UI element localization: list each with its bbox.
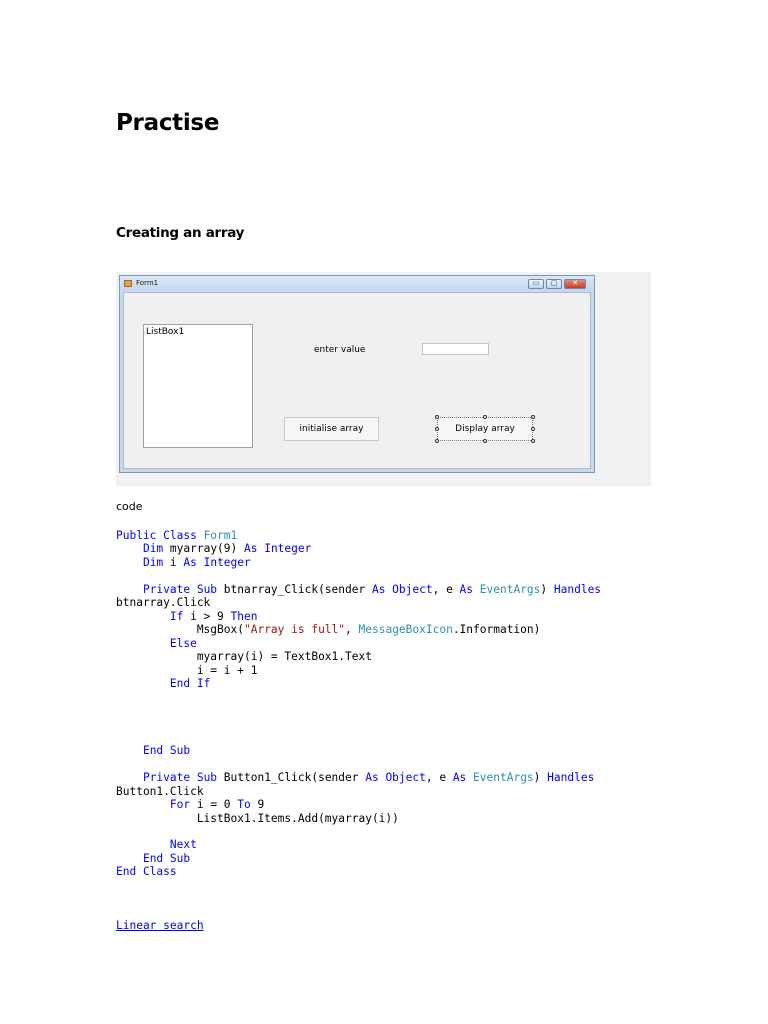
code-token: End Sub bbox=[142, 851, 191, 865]
code-token: As Object bbox=[365, 771, 426, 785]
code-token: i > 9 bbox=[183, 609, 231, 623]
selection-handle[interactable] bbox=[531, 427, 535, 431]
code-token: myarray(9) bbox=[163, 542, 244, 556]
code-token: End Sub bbox=[142, 744, 191, 758]
code-token: , e bbox=[425, 771, 453, 785]
code-token: ) bbox=[540, 582, 554, 596]
linear-search-link[interactable]: Linear search bbox=[116, 919, 204, 932]
code-token: btnarray_Click(sender bbox=[217, 582, 372, 596]
code-token: i bbox=[163, 555, 184, 569]
code-token: To bbox=[237, 798, 251, 812]
code-token: .Information) bbox=[452, 623, 541, 637]
code-token: Else bbox=[169, 636, 197, 650]
code-line bbox=[116, 865, 177, 878]
code-line bbox=[116, 650, 372, 663]
code-token bbox=[116, 852, 143, 865]
code-line bbox=[116, 529, 237, 542]
code-token: , e bbox=[432, 582, 460, 596]
code-token: ) bbox=[533, 771, 548, 785]
form-app-icon bbox=[124, 280, 132, 287]
code-line bbox=[116, 798, 264, 811]
code-token: ListBox1.Items.Add(myarray(i)) bbox=[116, 811, 399, 825]
form-client-area bbox=[123, 292, 591, 469]
code-block bbox=[116, 529, 601, 879]
code-token: If bbox=[169, 609, 184, 623]
code-token bbox=[116, 610, 170, 623]
code-token: End Class bbox=[116, 865, 177, 879]
code-line bbox=[116, 664, 257, 677]
code-token bbox=[116, 771, 143, 784]
code-line bbox=[116, 852, 190, 865]
code-token bbox=[116, 583, 143, 596]
minimize-icon[interactable]: ▭ bbox=[528, 279, 544, 289]
selection-handle[interactable] bbox=[531, 415, 535, 419]
code-token: Private Sub bbox=[142, 582, 218, 596]
code-token: EventArgs bbox=[473, 771, 534, 785]
maximize-icon[interactable]: ▢ bbox=[546, 279, 562, 289]
form-designer-screenshot bbox=[116, 272, 651, 486]
code-token: MessageBoxIcon bbox=[358, 623, 453, 637]
code-token: Handles bbox=[553, 582, 602, 596]
code-token: Button1.Click bbox=[116, 784, 204, 798]
code-token: Public Class bbox=[116, 529, 204, 542]
code-line bbox=[116, 677, 210, 690]
page-title: Practise bbox=[116, 110, 220, 136]
code-line bbox=[116, 838, 197, 851]
window-title: Form1 bbox=[136, 279, 159, 287]
code-token bbox=[116, 542, 143, 555]
code-token: Dim bbox=[142, 542, 164, 556]
selection-handle[interactable] bbox=[435, 439, 439, 443]
code-token: Handles bbox=[547, 771, 595, 785]
code-token: Private Sub bbox=[142, 771, 218, 785]
code-token: Dim bbox=[142, 555, 164, 569]
code-token bbox=[116, 798, 170, 811]
code-token: End If bbox=[169, 676, 211, 690]
code-token: 9 bbox=[250, 798, 265, 812]
code-token: , bbox=[345, 623, 359, 637]
code-line bbox=[116, 812, 399, 825]
code-token: Next bbox=[169, 838, 197, 852]
code-line bbox=[116, 583, 601, 596]
code-line bbox=[116, 596, 210, 609]
code-token: Button1_Click(sender bbox=[217, 771, 366, 785]
selection-handle[interactable] bbox=[483, 415, 487, 419]
code-token: Then bbox=[230, 609, 258, 623]
code-token bbox=[116, 677, 170, 690]
code-token: As bbox=[452, 771, 467, 785]
code-line bbox=[116, 610, 257, 623]
code-token bbox=[116, 744, 143, 757]
code-label: code bbox=[116, 500, 143, 513]
form-window bbox=[119, 275, 595, 473]
code-token bbox=[116, 637, 170, 650]
code-token: As Integer bbox=[183, 555, 251, 569]
code-token bbox=[116, 556, 143, 569]
code-line bbox=[116, 542, 311, 555]
section-heading: Creating an array bbox=[116, 225, 245, 241]
listbox1[interactable] bbox=[143, 324, 253, 448]
code-token bbox=[473, 583, 480, 596]
code-token: EventArgs bbox=[479, 582, 541, 596]
code-token: MsgBox( bbox=[116, 623, 244, 637]
code-token: Form1 bbox=[203, 529, 238, 542]
listbox-label: ListBox1 bbox=[146, 327, 185, 337]
code-token: For bbox=[169, 798, 191, 812]
window-titlebar bbox=[120, 276, 594, 291]
code-token: myarray(i) = TextBox1.Text bbox=[116, 650, 372, 664]
value-textbox[interactable] bbox=[422, 343, 489, 355]
enter-value-label: enter value bbox=[314, 345, 366, 355]
selection-handle[interactable] bbox=[435, 427, 439, 431]
selection-handle[interactable] bbox=[483, 439, 487, 443]
code-token: As Integer bbox=[244, 542, 312, 556]
code-token: As Object bbox=[371, 582, 433, 596]
code-token: "Array is full" bbox=[243, 623, 346, 637]
code-token: i = i + 1 bbox=[116, 663, 258, 677]
display-array-button[interactable]: Display array bbox=[437, 417, 533, 441]
code-token bbox=[116, 838, 170, 851]
close-icon[interactable]: ✕ bbox=[564, 279, 586, 289]
code-line bbox=[116, 771, 594, 784]
initialise-array-button[interactable]: initialise array bbox=[284, 417, 379, 441]
code-token: i = 0 bbox=[190, 798, 238, 812]
selection-handle[interactable] bbox=[435, 415, 439, 419]
code-token: btnarray.Click bbox=[116, 596, 211, 610]
code-line bbox=[116, 637, 197, 650]
code-token: As bbox=[459, 582, 474, 596]
code-line bbox=[116, 623, 540, 636]
code-line bbox=[116, 785, 204, 798]
selection-handle[interactable] bbox=[531, 439, 535, 443]
code-line bbox=[116, 556, 251, 569]
code-line bbox=[116, 744, 190, 757]
